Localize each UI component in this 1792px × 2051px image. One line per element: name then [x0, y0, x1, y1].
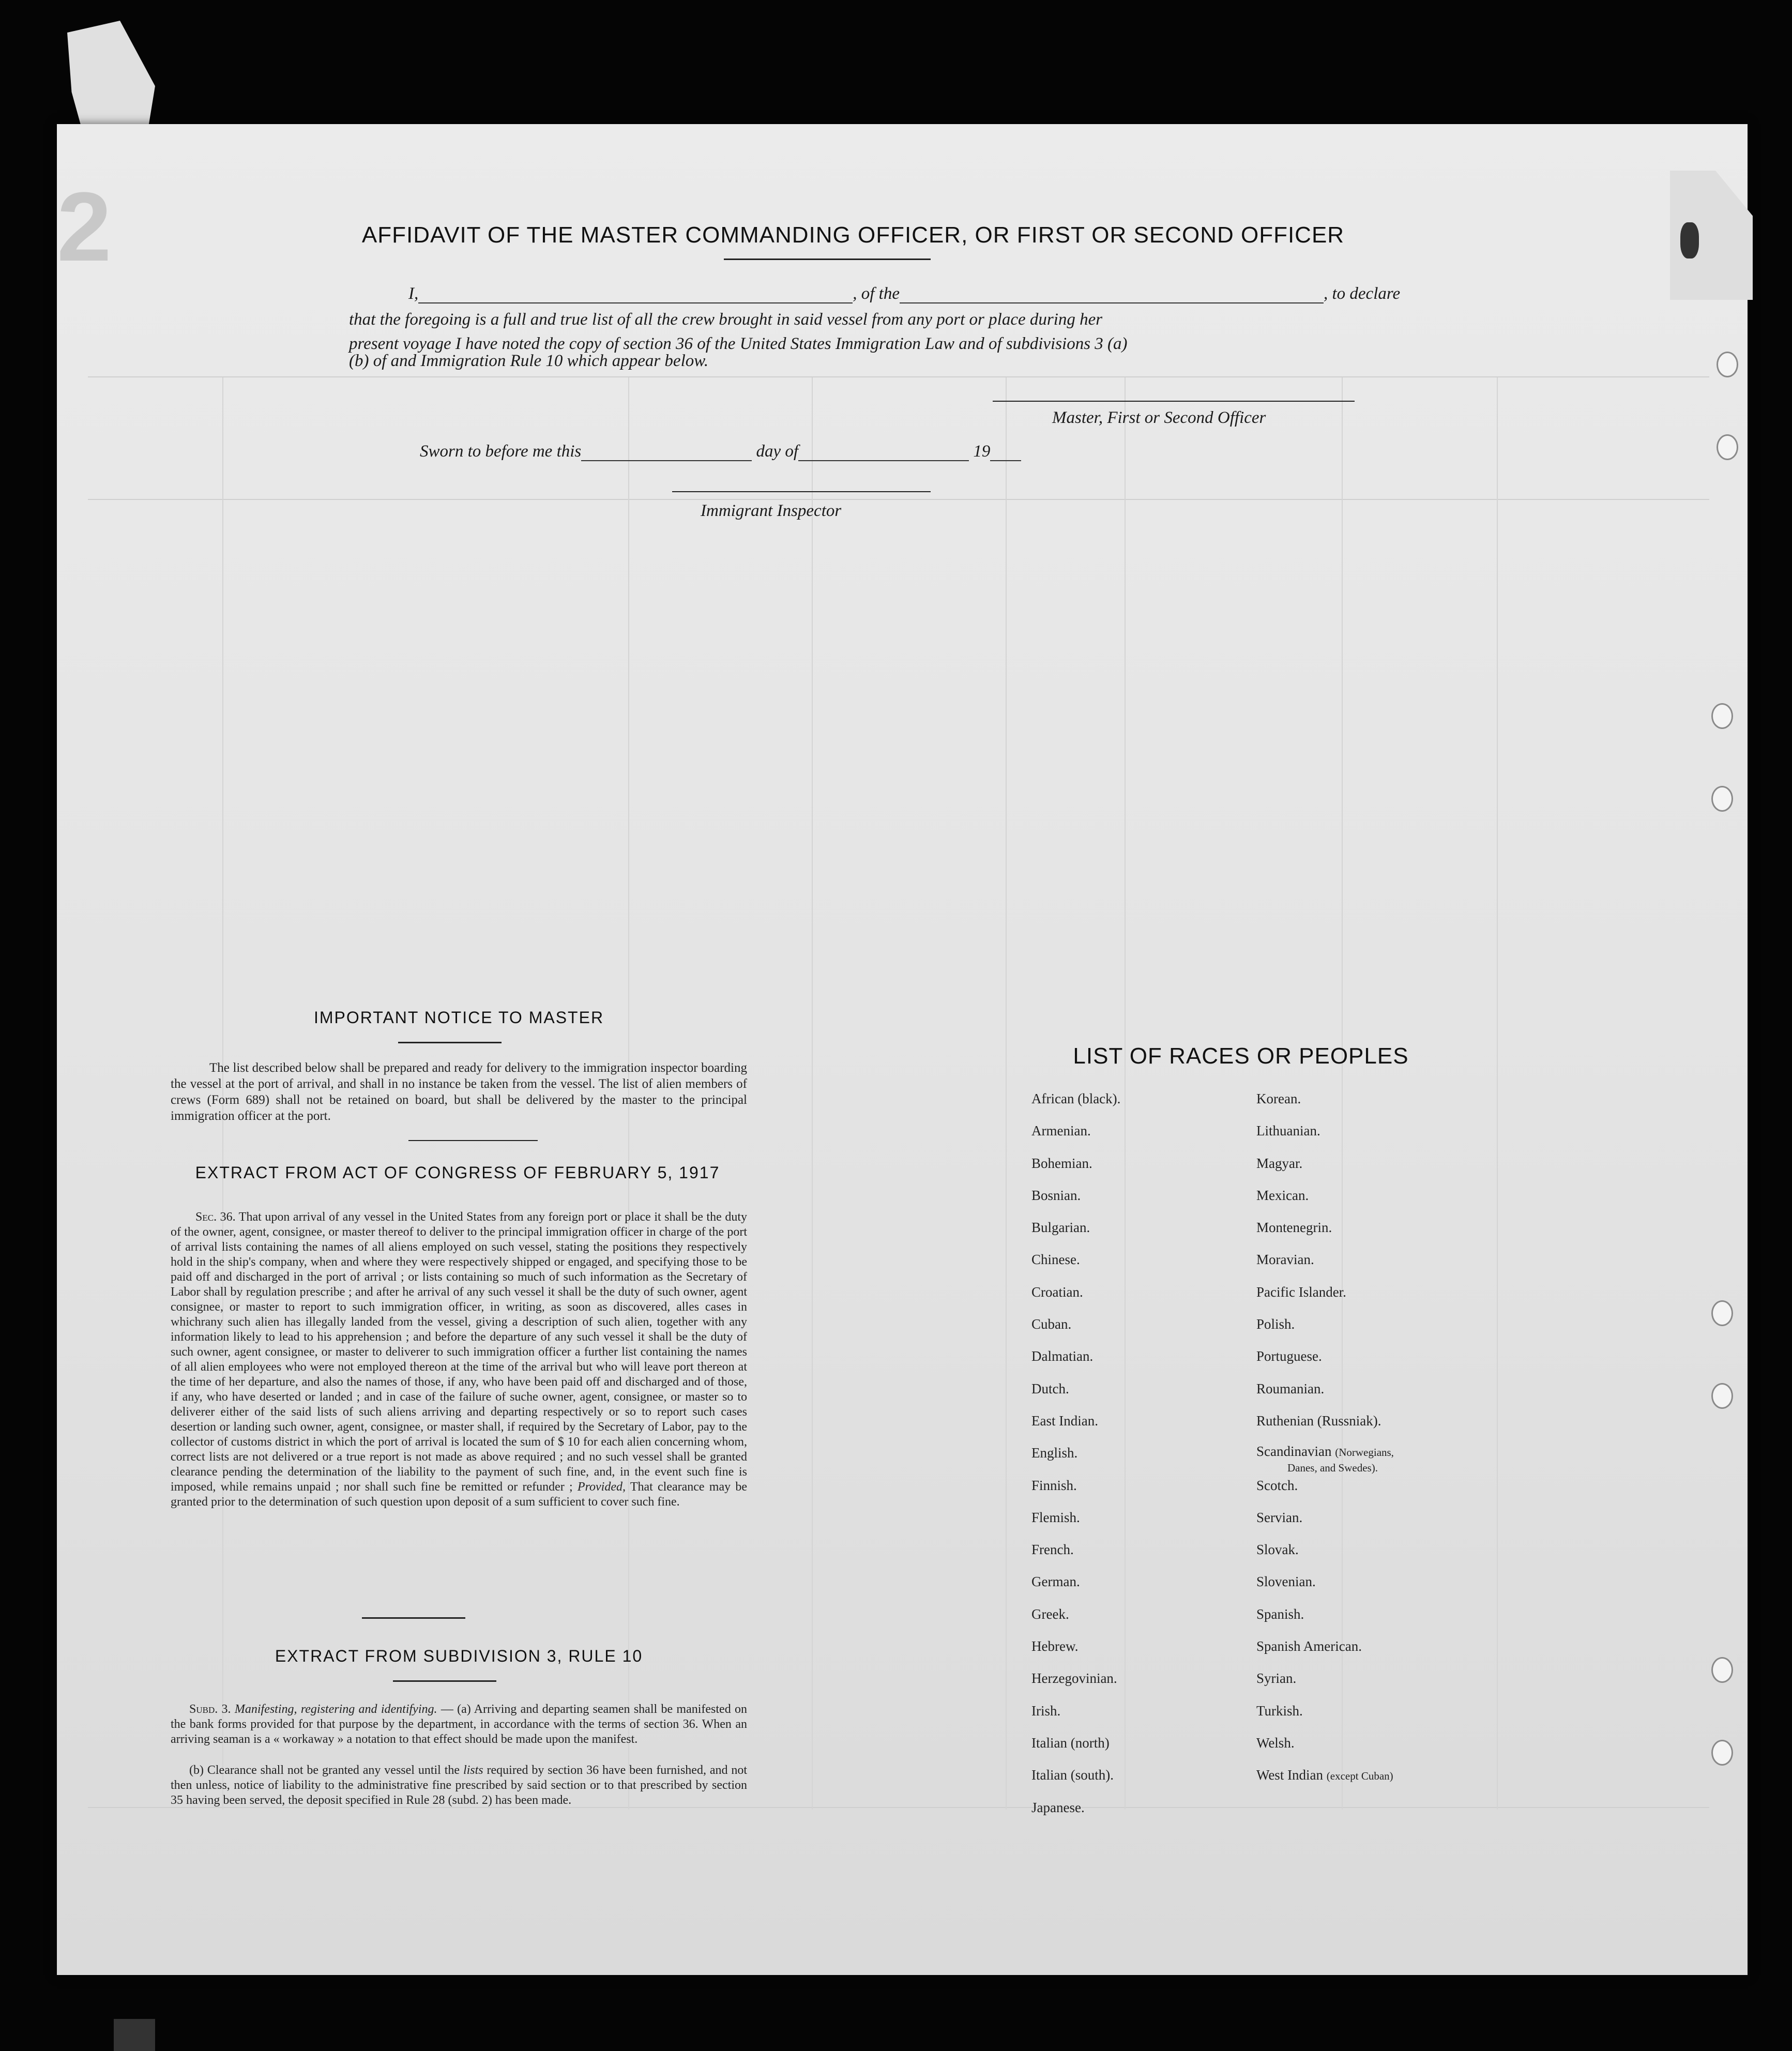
- race-name: Cuban.: [1031, 1316, 1072, 1332]
- race-item: [1256, 1477, 1394, 1509]
- race-item: [1256, 1766, 1394, 1798]
- scandinavian-note: (Norwegians,: [1335, 1446, 1394, 1459]
- race-item: [1031, 1380, 1120, 1412]
- race-name: Flemish.: [1031, 1509, 1080, 1525]
- race-name: English.: [1031, 1445, 1078, 1461]
- rule-extract-title: EXTRACT FROM SUBDIVISION 3, RULE 10: [275, 1647, 643, 1665]
- race-item: [1256, 1187, 1394, 1219]
- race-item: [1031, 1154, 1120, 1187]
- race-item: [1256, 1541, 1394, 1573]
- sworn-text: Sworn to before me this: [420, 442, 582, 461]
- race-item: [1031, 1702, 1120, 1734]
- race-name: Magyar.: [1256, 1155, 1303, 1171]
- act-text-1: That upon arrival of any vessel in the United States from any foreign port or place it shall be the duty of the owner, agent, consignee, or master thereof to deliver to the principal immigration officer in charge of the port of arrival lists containing the names of all aliens employed on such vessel, stating the positions they respectively hold in the ship's company, when and where they were respectively shipped or engaged, and specifying those to be paid off and discharged in the port of arrival ; or lists containing so much of such information as the Secretary of Labor shall by regulation prescribe ; and after he arrival of any such vessel it shall be the duty of such owner, agent consignee, or master to report to such immigration officer, in writing, as soon as discovered, alles cases in whichrany such alien has illegally landed from the vessel, giving a description of such alien, together with any information likely to lead to his apprehension ; and before the departure of any such vessel it shall be the duty of such owner, agent consignee, or master to deliverer to such immigration officer a further list containing the names of all alien employees who were not employed thereon at the time of the arrival but who will leave port thereon at the time of her departure, and also the names of those, if any, who have been paid off and discharged and of those, if any, who have deserted or landed ; and in case of the failure of suche owner, agent, consignee, or master so to deliverer either of the said lists of such aliens arriving and departing respectively or so to report such cases desertion or landing such owner, agent, consignee, or master shall, if required by the Secretary of Labor, pay to the collector of customs district in which the port of arrival is located the sum of: [171, 1210, 747, 1449]
- races-left-column: [1031, 1090, 1120, 1831]
- race-item: [1256, 1251, 1394, 1283]
- notice-text: The list described below shall be prepared and ready for delivery to the immigration inspector boarding the vessel at the port of arrival, and shall in no instance be taken from the vessel. The list of alien members of crews (Form 689) shall not be retained on board, but shall be delivered by the master to the principal immigration officer at the port.: [171, 1061, 747, 1123]
- race-name: Servian.: [1256, 1509, 1303, 1525]
- race-item: [1256, 1637, 1394, 1669]
- day-of-label: day of: [756, 442, 799, 461]
- bleed-through-rule: [88, 499, 1709, 500]
- inspector-signature-line[interactable]: [672, 491, 931, 492]
- affidavit-title: AFFIDAVIT OF THE MASTER COMMANDING OFFICER, OR FIRST OR SECOND OFFICER: [361, 222, 1345, 248]
- act-text-2: for each alien concerning whom, correct lists are not delivered or a true report is not made as above required ; and no such vessel shall be granted clearance pending the determination of the liability to the payment of such fine, and, in the event such fine is imposed, while remains unpaid ; nor shall such fine be remitted or refunder ;: [171, 1435, 748, 1494]
- subd-label: Subd. 3.: [189, 1703, 231, 1716]
- binder-hole: [1711, 1300, 1733, 1326]
- bleed-through-rule: [1497, 377, 1498, 1810]
- race-item: [1256, 1444, 1394, 1476]
- race-name: Finnish.: [1031, 1477, 1077, 1493]
- race-name: Lithuanian.: [1256, 1123, 1320, 1139]
- race-item: [1256, 1734, 1394, 1766]
- race-name: Polish.: [1256, 1316, 1295, 1332]
- race-item: [1031, 1315, 1120, 1347]
- race-name: Bulgarian.: [1031, 1220, 1090, 1236]
- race-item: [1031, 1766, 1120, 1798]
- race-name: Slovenian.: [1256, 1574, 1316, 1590]
- west-indian-note: (except Cuban): [1326, 1770, 1393, 1783]
- fine-amount: $ 10: [557, 1435, 580, 1449]
- race-name: Japanese.: [1031, 1799, 1085, 1815]
- race-name: Greek.: [1031, 1606, 1069, 1622]
- race-item: [1031, 1251, 1120, 1283]
- bleed-through-rule: [1006, 377, 1007, 1810]
- section-divider: [408, 1140, 538, 1141]
- race-name: Irish.: [1031, 1703, 1061, 1719]
- rule-para-b: [171, 1763, 747, 1808]
- race-name: East Indian.: [1031, 1412, 1098, 1429]
- race-item: [1031, 1283, 1120, 1315]
- film-edge-mark: [114, 2019, 155, 2051]
- race-item: [1031, 1122, 1120, 1154]
- race-name: Chinese.: [1031, 1252, 1080, 1268]
- notice-underline: [398, 1042, 502, 1043]
- race-item: [1031, 1573, 1120, 1605]
- provided-word: Provided,: [577, 1480, 626, 1494]
- races-title: LIST OF RACES OR PEOPLES: [1073, 1043, 1409, 1069]
- race-name: Scandinavian: [1256, 1444, 1332, 1460]
- race-name: Pacific Islander.: [1256, 1284, 1346, 1300]
- affidavit-line-1-start: I,: [408, 284, 419, 303]
- race-item: [1256, 1219, 1394, 1251]
- race-name: Hebrew.: [1031, 1638, 1079, 1654]
- affidavit-line-1-end: , to declare: [1323, 284, 1401, 303]
- race-name: Portuguese.: [1256, 1348, 1322, 1364]
- race-name: Roumanian.: [1256, 1380, 1325, 1396]
- race-name: Dutch.: [1031, 1380, 1069, 1396]
- vessel-name-blank[interactable]: [900, 302, 1324, 303]
- sec-label: Sec. 36.: [195, 1210, 236, 1224]
- race-item: [1256, 1122, 1394, 1154]
- affidavit-line-4: (b) of and Immigration Rule 10 which appear below.: [349, 352, 709, 370]
- race-item: [1256, 1347, 1394, 1379]
- act-extract-text: [171, 1210, 747, 1510]
- bleed-through-rule: [812, 377, 813, 1810]
- race-item: [1031, 1734, 1120, 1766]
- affidavit-line-3: present voyage I have noted the copy of section 36 of the United States Immigration Law and of subdivisions 3 (a): [349, 335, 1128, 353]
- year-prefix: 19: [973, 442, 991, 461]
- race-name: French.: [1031, 1542, 1074, 1558]
- act-extract-title: EXTRACT FROM ACT OF CONGRESS OF FEBRUARY 5, 1917: [195, 1163, 720, 1182]
- race-item: [1031, 1090, 1120, 1122]
- bleed-through-number: 2: [57, 172, 112, 282]
- sworn-day-blank[interactable]: [581, 460, 752, 461]
- rule-underline: [393, 1680, 496, 1682]
- binder-hole: [1717, 352, 1738, 377]
- sworn-month-blank[interactable]: [798, 460, 969, 461]
- race-name: Korean.: [1256, 1091, 1301, 1106]
- race-item: [1256, 1573, 1394, 1605]
- race-item: [1031, 1347, 1120, 1379]
- race-name: African (black).: [1031, 1091, 1121, 1106]
- affidavit-line-2: that the foregoing is a full and true list of all the crew brought in said vessel from any port or place during her: [349, 310, 1103, 329]
- race-name: West Indian: [1256, 1767, 1324, 1783]
- race-name: Italian (north): [1031, 1735, 1110, 1751]
- race-item: [1031, 1412, 1120, 1444]
- race-name: German.: [1031, 1574, 1080, 1590]
- binder-hole: [1711, 1740, 1733, 1766]
- race-name: Turkish.: [1256, 1703, 1303, 1719]
- race-name: Montenegrin.: [1256, 1220, 1332, 1236]
- race-name: Mexican.: [1256, 1187, 1309, 1203]
- race-item: [1031, 1444, 1120, 1476]
- rule-para-a: [171, 1702, 747, 1747]
- race-name: Croatian.: [1031, 1284, 1083, 1300]
- section-divider: [362, 1617, 465, 1619]
- race-name: Slovak.: [1256, 1542, 1299, 1558]
- race-name: Ruthenian (Russniak).: [1256, 1412, 1381, 1429]
- affidavit-line-1: [408, 284, 1400, 303]
- master-name-blank[interactable]: [418, 302, 853, 303]
- race-name: Bohemian.: [1031, 1155, 1092, 1171]
- races-right-column: [1256, 1090, 1394, 1799]
- master-signature-label: Master, First or Second Officer: [1052, 408, 1266, 427]
- race-item: [1256, 1283, 1394, 1315]
- signature-line[interactable]: [993, 401, 1355, 402]
- sworn-label: [420, 442, 1021, 461]
- affidavit-line-1-mid: , of the: [853, 284, 900, 303]
- notice-title: IMPORTANT NOTICE TO MASTER: [313, 1008, 604, 1027]
- binder-hole: [1711, 786, 1733, 812]
- rule-para-a-text: — (a) Arriving and departing seamen shall be manifested on the bank forms provided for that purpose by the department, in accordance with the terms of section 36. When an arriving seaman is a « workaway » a notation to that effect should be made upon the manifest.: [171, 1703, 748, 1746]
- race-name: Welsh.: [1256, 1735, 1295, 1751]
- rule-para-b-start: (b) Clearance shall not be granted any vessel until the: [189, 1764, 460, 1777]
- race-item: [1031, 1187, 1120, 1219]
- race-name: Herzegovinian.: [1031, 1670, 1117, 1687]
- race-item: [1031, 1605, 1120, 1637]
- race-name: Scotch.: [1256, 1477, 1298, 1493]
- binder-hole: [1711, 703, 1733, 729]
- race-item: [1031, 1509, 1120, 1541]
- title-underline: [724, 259, 931, 260]
- bleed-through-rule: [88, 376, 1709, 377]
- race-name: Bosnian.: [1031, 1187, 1081, 1203]
- race-name: Spanish American.: [1256, 1638, 1362, 1654]
- race-item: [1256, 1605, 1394, 1637]
- binder-hole: [1711, 1657, 1733, 1683]
- rule-para-b-lists: lists: [463, 1764, 483, 1777]
- race-item: [1256, 1702, 1394, 1734]
- bleed-through-rule: [1125, 377, 1126, 1810]
- race-item: [1256, 1090, 1394, 1122]
- act-text-3: That clearance may be granted prior to the determination of such question upon deposit of a sum sufficient to cover such fine.: [171, 1480, 748, 1509]
- race-item: [1031, 1219, 1120, 1251]
- subd-heading: Manifesting, registering and identifying.: [234, 1703, 437, 1716]
- race-item: [1256, 1154, 1394, 1187]
- race-name: Dalmatian.: [1031, 1348, 1094, 1364]
- sworn-year-blank[interactable]: [990, 460, 1021, 461]
- race-name: Spanish.: [1256, 1606, 1304, 1622]
- inspector-label: Immigrant Inspector: [701, 502, 842, 520]
- race-item: [1031, 1637, 1120, 1669]
- race-item: [1031, 1477, 1120, 1509]
- torn-corner: [67, 21, 155, 140]
- race-item: [1031, 1799, 1120, 1831]
- race-item: [1031, 1669, 1120, 1701]
- race-name: Armenian.: [1031, 1123, 1091, 1139]
- race-item: [1256, 1669, 1394, 1701]
- film-edge-mark: [1680, 222, 1699, 259]
- race-item: [1031, 1541, 1120, 1573]
- race-name: Syrian.: [1256, 1670, 1297, 1687]
- race-item: [1256, 1412, 1394, 1444]
- race-item: [1256, 1509, 1394, 1541]
- rule-para-b-end: required by section 36 have been furnished, and not then unless, notice of liability to the administrative fine prescribed by said section or to that prescribed by section 35 having been served, the deposit specified in Rule 28 (subd. 2) has been made.: [171, 1764, 748, 1807]
- binder-hole: [1717, 434, 1738, 460]
- binder-hole: [1711, 1383, 1733, 1409]
- race-item: [1256, 1315, 1394, 1347]
- scandinavian-note-2: Danes, and Swedes).: [1287, 1462, 1378, 1475]
- race-item: [1256, 1380, 1394, 1412]
- race-name: Italian (south).: [1031, 1767, 1114, 1783]
- race-name: Moravian.: [1256, 1252, 1314, 1268]
